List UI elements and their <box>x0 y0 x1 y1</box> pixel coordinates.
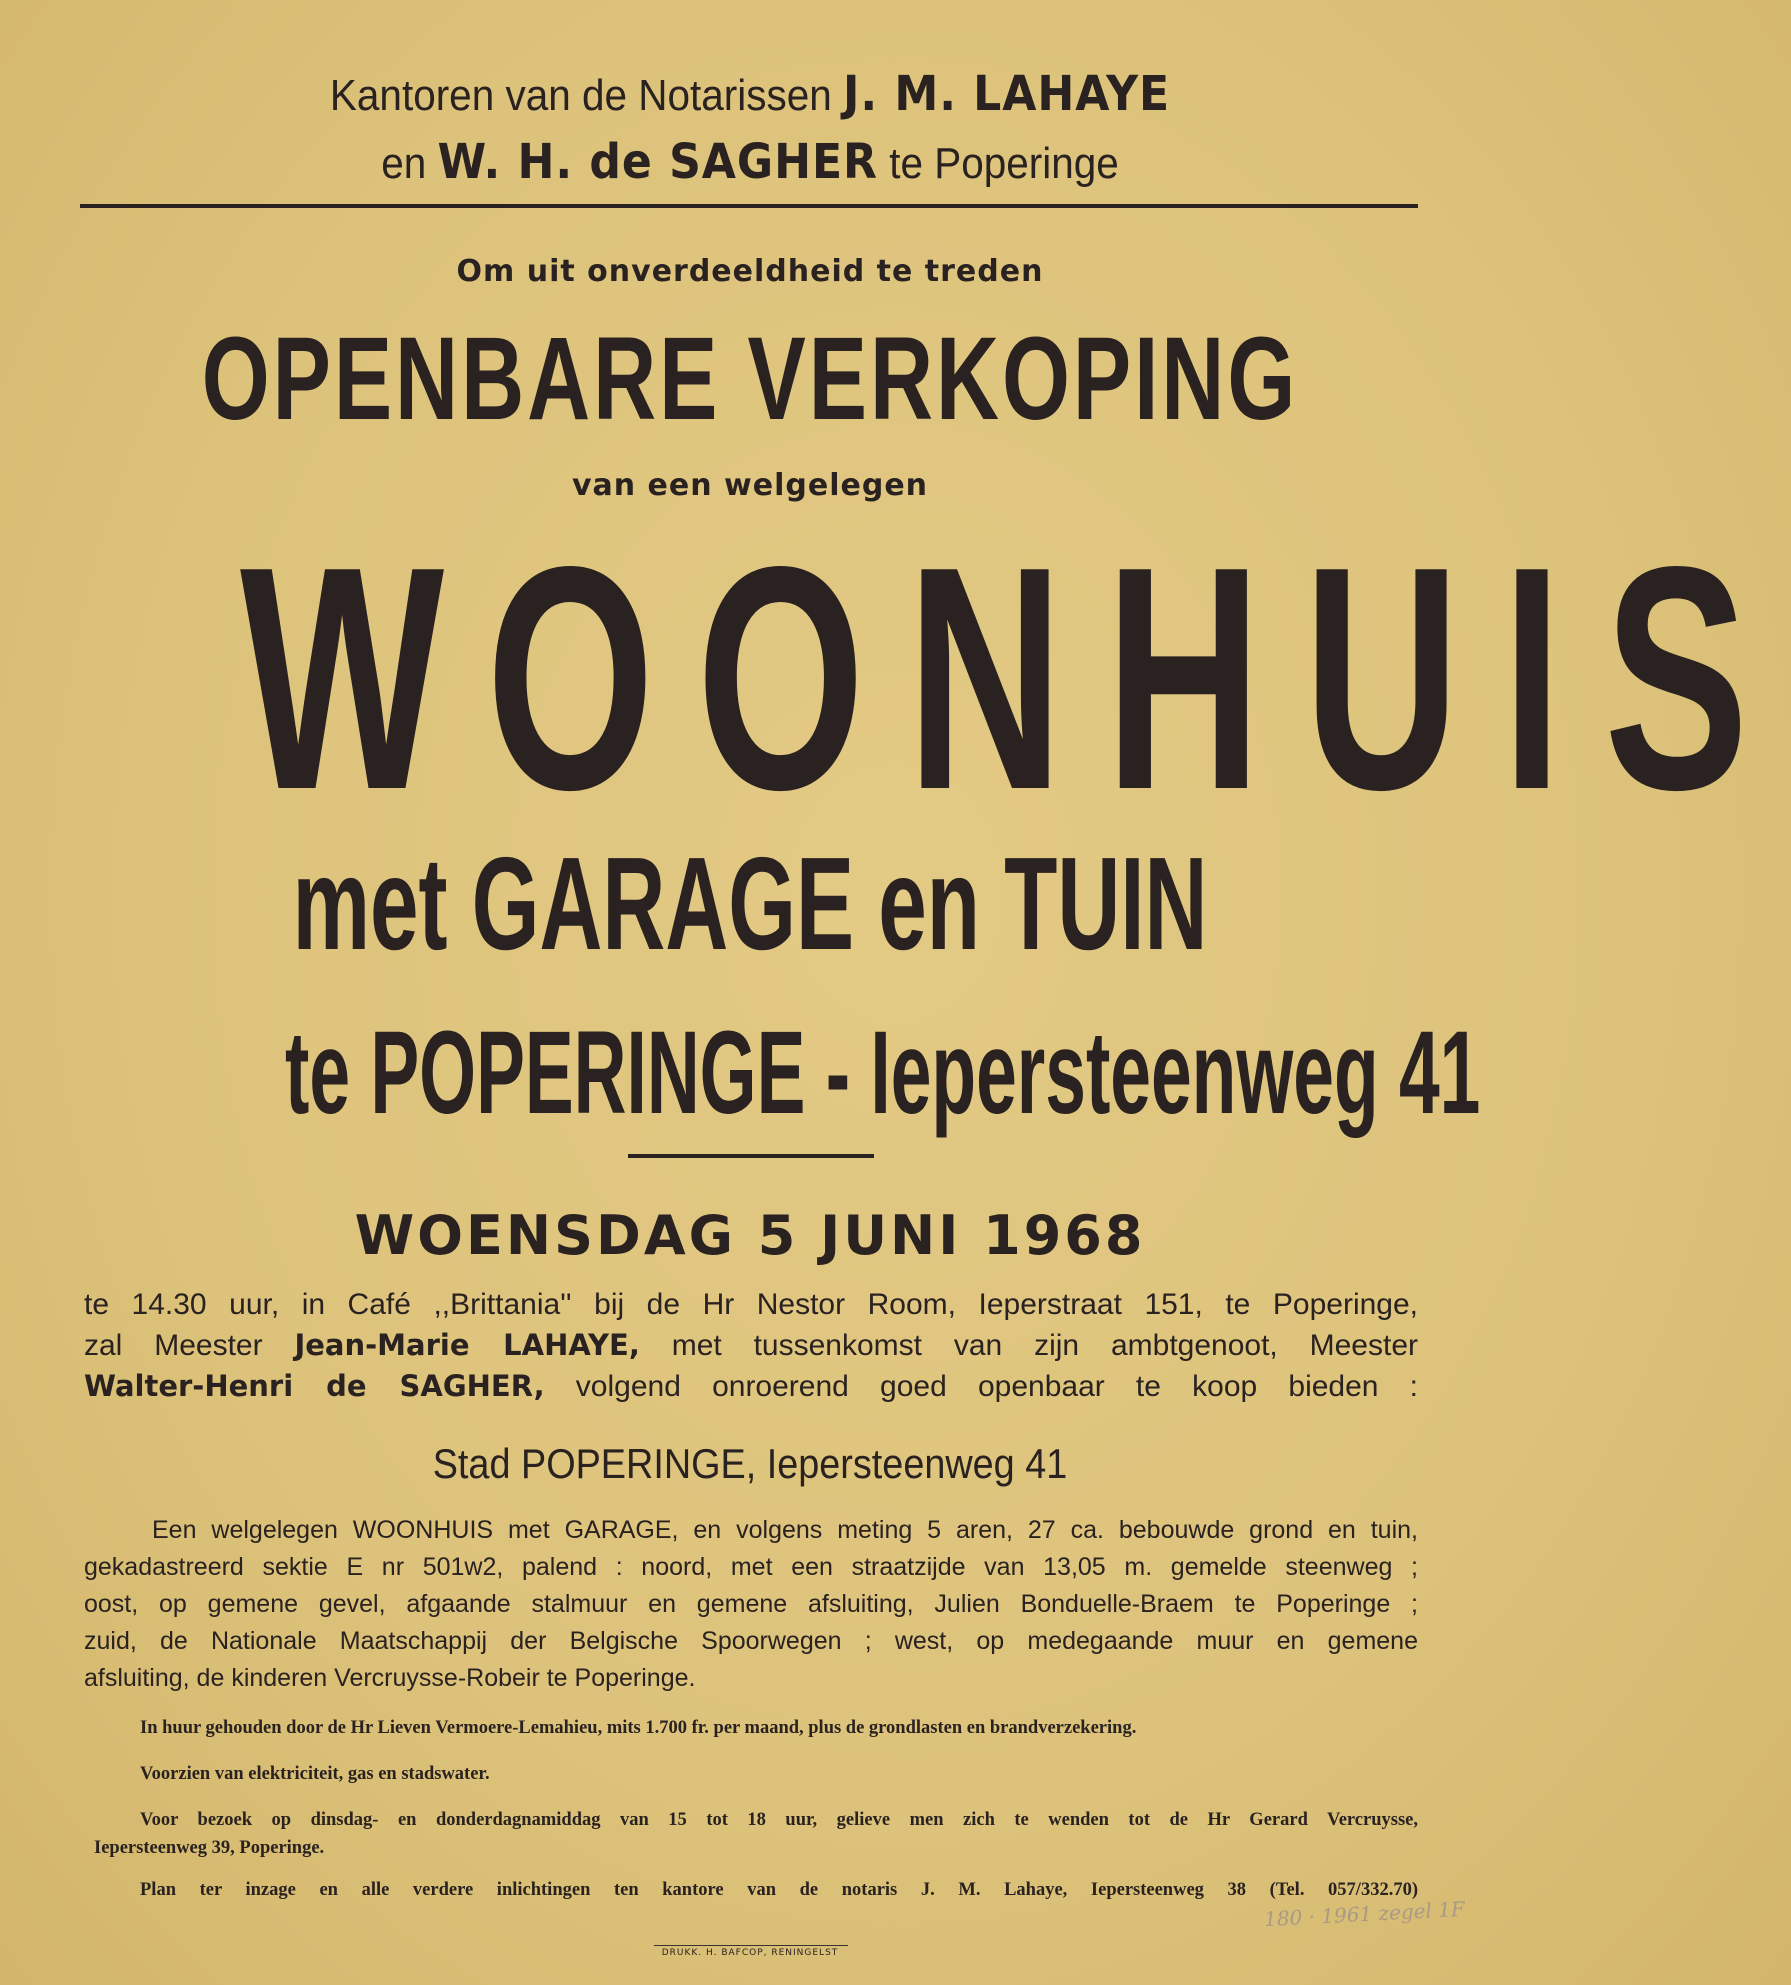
announcement-line-1: te 14.30 uur, in Café ,,Brittania'' bij de Hr Nestor Room, Ieperstraat 151, te Poperinge, <box>84 1288 1418 1321</box>
notary-name-1: J. M. LAHAYE <box>842 66 1171 122</box>
notary-full-name-1: Jean-Marie LAHAYE, <box>294 1328 640 1362</box>
intro-text: Om uit onverdeeldheid te treden <box>456 254 1044 289</box>
utilities-note <box>94 1760 1418 1788</box>
header-line-1 <box>60 66 1440 122</box>
subtitle: van een welgelegen <box>571 468 929 503</box>
printer-divider <box>654 1945 848 1946</box>
description-line: gekadastreerd sektie E nr 501w2, palend : noord, met een straatzijde van 13,05 m. gemelde steenweg ; <box>84 1553 1418 1581</box>
announcement-text: met tussenkomst van zijn ambtgenoot, Meester <box>671 1329 1418 1362</box>
header-town: te Poperinge <box>889 139 1119 188</box>
description-line: oost, op gemene gevel, afgaande stalmuur en gemene afsluiting, Julien Bonduelle-Braem te Poperinge ; <box>84 1590 1418 1618</box>
property-description <box>84 1512 1418 1697</box>
location-heading: Stad POPERINGE, Iepersteenweg 41 <box>432 1440 1068 1487</box>
pencil-annotation: 180 · 1961 zegel 1F <box>1263 1896 1466 1932</box>
header-prefix: Kantoren van de Notarissen <box>329 71 832 120</box>
property-heading: WOONHUIS <box>240 501 1791 856</box>
description-line: zuid, de Nationale Maatschappij der Belgische Spoorwegen ; west, op medegaande muur en gemene <box>84 1627 1418 1655</box>
announcement-paragraph <box>84 1284 1418 1407</box>
notary-full-name-2: Walter-Henri de SAGHER, <box>84 1369 545 1403</box>
utilities-note-text: Voorzien van elektriciteit, gas en stadswater. <box>140 1764 490 1784</box>
rent-note-text: In huur gehouden door de Hr Lieven Vermoere-Lemahieu, mits 1.700 fr. per maand, plus de grondlasten en brandverzekering. <box>140 1718 1137 1738</box>
header-line-2 <box>60 134 1440 190</box>
location-line: te POPERINGE - Iepersteenweg 41 <box>285 1007 1481 1139</box>
header-conjunction: en <box>381 139 427 188</box>
info-note <box>94 1876 1418 1904</box>
property-extra-heading: met GARAGE en TUIN <box>292 830 1208 977</box>
description-line: afsluiting, de kinderen Vercruysse-Robeir te Poperinge. <box>84 1664 696 1692</box>
poster-title: OPENBARE VERKOPING <box>201 313 1299 445</box>
announcement-line-3 <box>84 1366 1418 1407</box>
visit-note <box>94 1806 1418 1862</box>
visit-note-line-2: Iepersteenweg 39, Poperinge. <box>94 1838 325 1858</box>
header-divider <box>80 204 1418 208</box>
announcement-text: zal Meester <box>84 1329 263 1362</box>
auction-date: WOENSDAG 5 JUNI 1968 <box>354 1204 1146 1267</box>
section-divider <box>628 1154 874 1158</box>
announcement-line-2 <box>84 1325 1418 1366</box>
rent-note <box>94 1714 1418 1742</box>
visit-note-line-1: Voor bezoek op dinsdag- en donderdagnamiddag van 15 tot 18 uur, gelieve men zich te wenden tot de Hr Gerard Vercruysse, <box>140 1810 1418 1830</box>
description-line: Een welgelegen WOONHUIS met GARAGE, en volgens meting 5 aren, 27 ca. bebouwde grond en tuin, <box>152 1516 1418 1544</box>
announcement-text: volgend onroerend goed openbaar te koop bieden : <box>575 1370 1418 1403</box>
printer-credit: DRUKK. H. BAFCOP, RENINGELST <box>661 1948 839 1958</box>
info-note-text: Plan ter inzage en alle verdere inlichtingen ten kantore van de notaris J. M. Lahaye, Iepersteenweg 38 (Tel. 057/332.70) <box>140 1880 1418 1900</box>
notary-name-2: W. H. de SAGHER <box>437 134 878 190</box>
